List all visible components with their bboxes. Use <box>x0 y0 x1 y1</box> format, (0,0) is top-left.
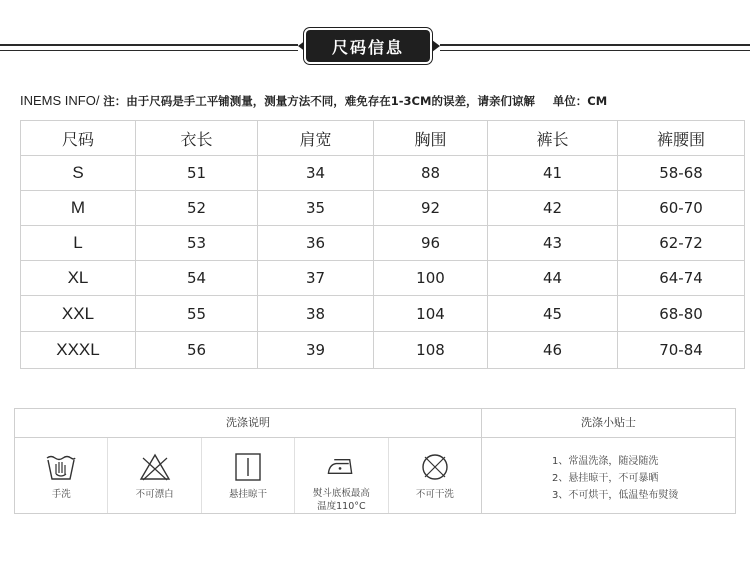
header-rule-left <box>0 44 298 51</box>
size-cell: XL <box>21 261 136 296</box>
care-item-iron <box>295 438 388 513</box>
header-rule-right <box>440 44 750 51</box>
table-row <box>21 226 745 261</box>
care-label: 手洗 <box>51 489 71 500</box>
column-header: 裤腰围 <box>618 121 745 156</box>
hang-dry-icon <box>231 452 265 482</box>
size-cell: L <box>21 226 136 261</box>
table-cell: 54 <box>136 261 258 296</box>
table-cell: 37 <box>258 261 374 296</box>
table-cell: 68-80 <box>618 296 745 332</box>
column-header: 胸围 <box>374 121 488 156</box>
table-row <box>21 261 745 296</box>
care-label: 悬挂晾干 <box>229 489 268 500</box>
care-label: 不可干洗 <box>415 489 454 500</box>
table-row <box>21 156 745 191</box>
table-cell: 70-84 <box>618 332 745 369</box>
table-cell: 38 <box>258 296 374 332</box>
header-arrow-left <box>298 40 306 52</box>
table-cell: 88 <box>374 156 488 191</box>
table-cell: 52 <box>136 191 258 226</box>
care-label: 不可漂白 <box>135 489 174 500</box>
table-cell: 64-74 <box>618 261 745 296</box>
size-cell: XXL <box>21 296 136 332</box>
table-cell: 42 <box>488 191 618 226</box>
column-header: 肩宽 <box>258 121 374 156</box>
care-label-line: 温度110°C <box>317 501 366 512</box>
table-cell: 36 <box>258 226 374 261</box>
wash-title: 洗涤说明 <box>15 409 481 438</box>
table-cell: 104 <box>374 296 488 332</box>
no-dry-clean-icon <box>418 452 452 482</box>
care-icons <box>15 438 481 513</box>
section-title: 尺码信息 <box>306 30 430 62</box>
tips-title: 洗涤小贴士 <box>482 409 735 438</box>
table-cell: 35 <box>258 191 374 226</box>
section-header <box>0 30 750 70</box>
table-cell: 60-70 <box>618 191 745 226</box>
iron-icon <box>324 452 358 481</box>
table-cell: 55 <box>136 296 258 332</box>
tip-item: 1、常温洗涤，随浸随洗 <box>552 456 659 467</box>
tip-item: 2、悬挂晾干，不可暴晒 <box>552 473 659 484</box>
note-text: 注：由于尺码是手工平铺测量，测量方法不同，难免存在1-3CM的误差，请亲们谅解 <box>103 94 535 108</box>
table-cell: 46 <box>488 332 618 369</box>
table-cell: 41 <box>488 156 618 191</box>
column-header: 裤长 <box>488 121 618 156</box>
table-cell: 58-68 <box>618 156 745 191</box>
table-cell: 92 <box>374 191 488 226</box>
column-header: 尺码 <box>21 121 136 156</box>
table-cell: 100 <box>374 261 488 296</box>
table-cell: 44 <box>488 261 618 296</box>
care-item-hang-dry <box>202 438 295 513</box>
hand-wash-icon <box>44 452 78 482</box>
table-header-row <box>21 121 745 156</box>
table-cell: 62-72 <box>618 226 745 261</box>
care-label-line: 熨斗底板最高 <box>312 488 370 499</box>
table-cell: 43 <box>488 226 618 261</box>
table-cell: 39 <box>258 332 374 369</box>
tip-item: 3、不可烘干，低温垫布熨烫 <box>552 490 679 501</box>
care-item-no-bleach <box>108 438 201 513</box>
column-header: 衣长 <box>136 121 258 156</box>
table-cell: 45 <box>488 296 618 332</box>
table-cell: 34 <box>258 156 374 191</box>
table-cell: 53 <box>136 226 258 261</box>
size-cell: M <box>21 191 136 226</box>
table-row <box>21 332 745 369</box>
size-table <box>20 120 745 369</box>
size-cell: XXXL <box>21 332 136 369</box>
care-label <box>313 487 370 513</box>
wash-tips <box>482 409 735 513</box>
table-row <box>21 191 745 226</box>
table-cell: 108 <box>374 332 488 369</box>
tips-list <box>552 453 678 504</box>
care-item-hand-wash <box>15 438 108 513</box>
care-item-no-dry-clean <box>389 438 481 513</box>
header-arrow-right <box>432 40 440 52</box>
no-bleach-icon <box>138 452 172 482</box>
table-cell: 56 <box>136 332 258 369</box>
wash-instructions <box>15 409 482 513</box>
table-cell: 51 <box>136 156 258 191</box>
table-cell: 96 <box>374 226 488 261</box>
table-row <box>21 296 745 332</box>
care-panel <box>14 408 736 514</box>
measurement-note <box>20 93 745 111</box>
note-prefix: INEMS INFO/ <box>20 93 100 108</box>
note-unit: 单位：CM <box>552 94 608 108</box>
size-cell: S <box>21 156 136 191</box>
